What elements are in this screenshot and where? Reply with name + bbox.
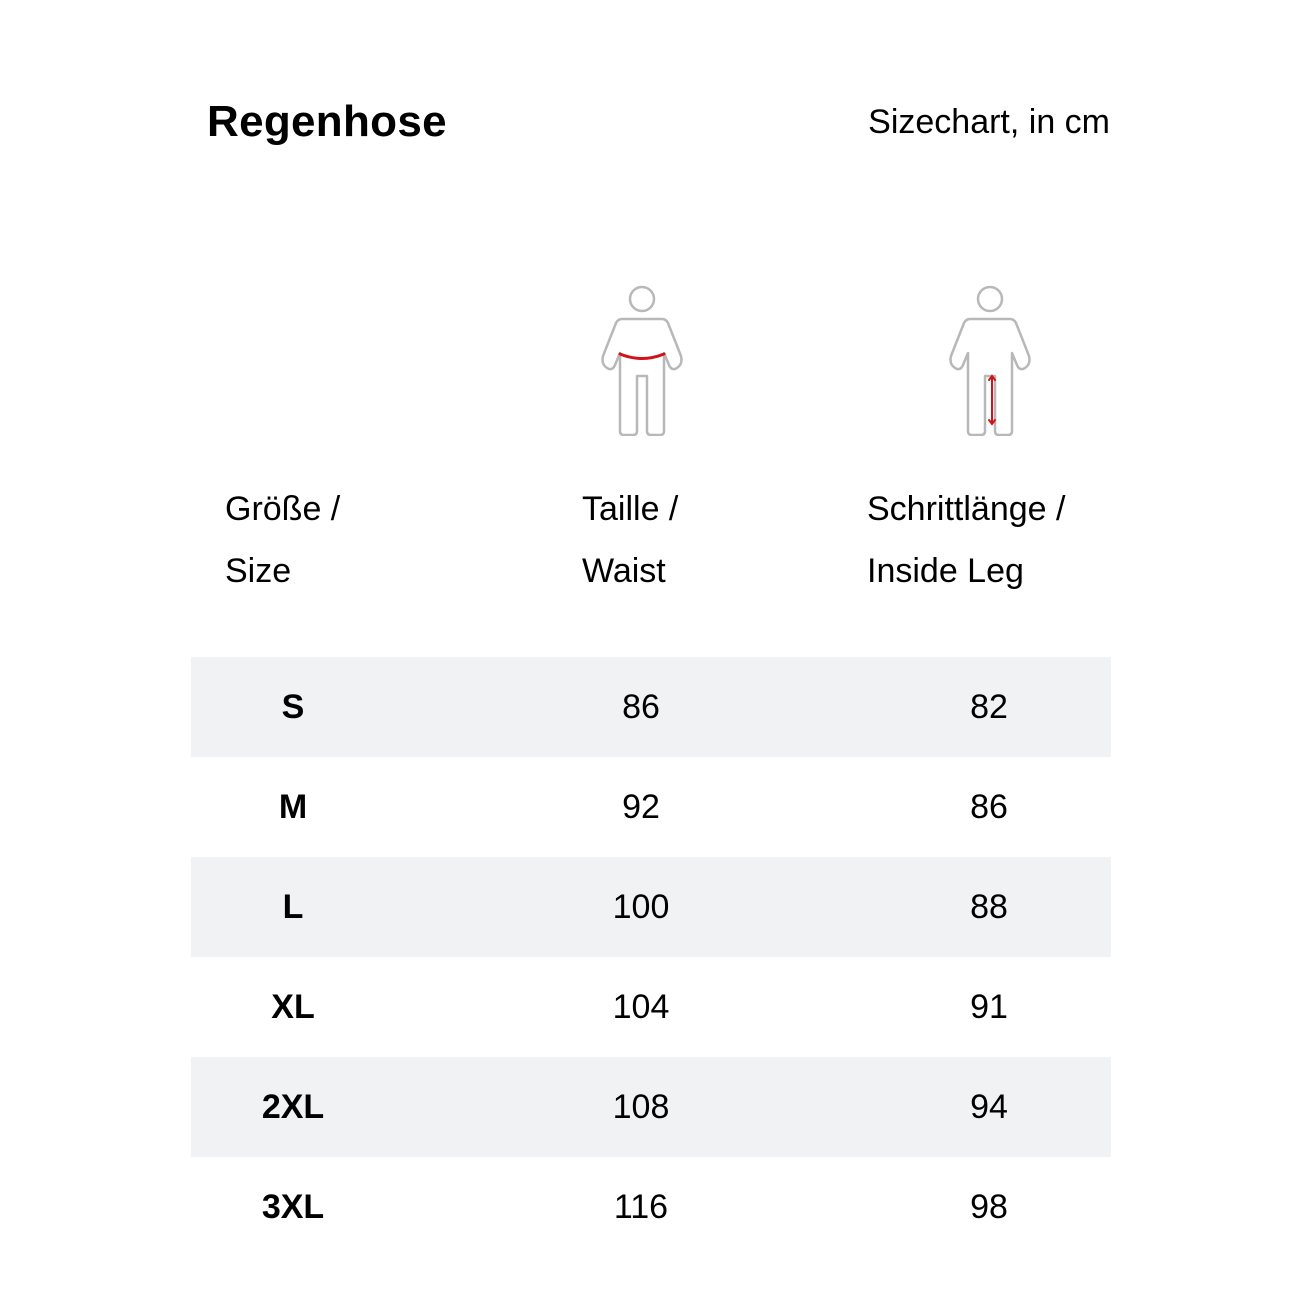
waist-cell: 108	[612, 1088, 670, 1126]
inside-leg-cell: 88	[970, 888, 1008, 926]
waist-cell: 100	[612, 888, 670, 926]
table-row	[191, 1057, 1111, 1157]
table-row	[191, 657, 1111, 757]
page-title: Regenhose	[207, 97, 447, 146]
inside-leg-cell: 94	[970, 1088, 1008, 1126]
column-header-inside-leg-line2: Inside Leg	[867, 552, 1024, 590]
table-row	[191, 957, 1111, 1057]
size-cell: 2XL	[261, 1088, 325, 1126]
column-header-waist	[582, 478, 678, 602]
waist-cell: 92	[622, 788, 660, 826]
column-header-inside-leg-line1: Schrittlänge /	[867, 490, 1066, 528]
size-cell: S	[281, 688, 305, 726]
page-subtitle: Sizechart, in cm	[868, 103, 1110, 141]
inside-leg-cell: 98	[970, 1188, 1008, 1226]
inside-leg-cell: 86	[970, 788, 1008, 826]
waist-cell: 86	[622, 688, 660, 726]
column-header-size-line1: Größe /	[225, 490, 341, 528]
table-row	[191, 757, 1111, 857]
column-header-inside-leg	[867, 478, 1065, 602]
size-cell: L	[282, 888, 304, 926]
inside-leg-cell: 91	[970, 988, 1008, 1026]
table-row	[191, 857, 1111, 957]
size-cell: XL	[271, 988, 315, 1026]
column-header-waist-line2: Waist	[582, 552, 666, 590]
size-cell: M	[278, 788, 308, 826]
column-header-size	[225, 478, 340, 602]
waist-cell: 104	[612, 988, 670, 1026]
size-table	[191, 657, 1111, 1257]
table-row	[191, 1157, 1111, 1257]
column-header-size-line2: Size	[225, 552, 292, 590]
inside-leg-cell: 82	[970, 688, 1008, 726]
waist-cell: 116	[613, 1188, 669, 1226]
column-header-waist-line1: Taille /	[582, 490, 679, 528]
inside-leg-measure-figure-icon	[946, 284, 1034, 436]
waist-measure-figure-icon	[598, 284, 686, 436]
size-cell: 3XL	[261, 1188, 325, 1226]
